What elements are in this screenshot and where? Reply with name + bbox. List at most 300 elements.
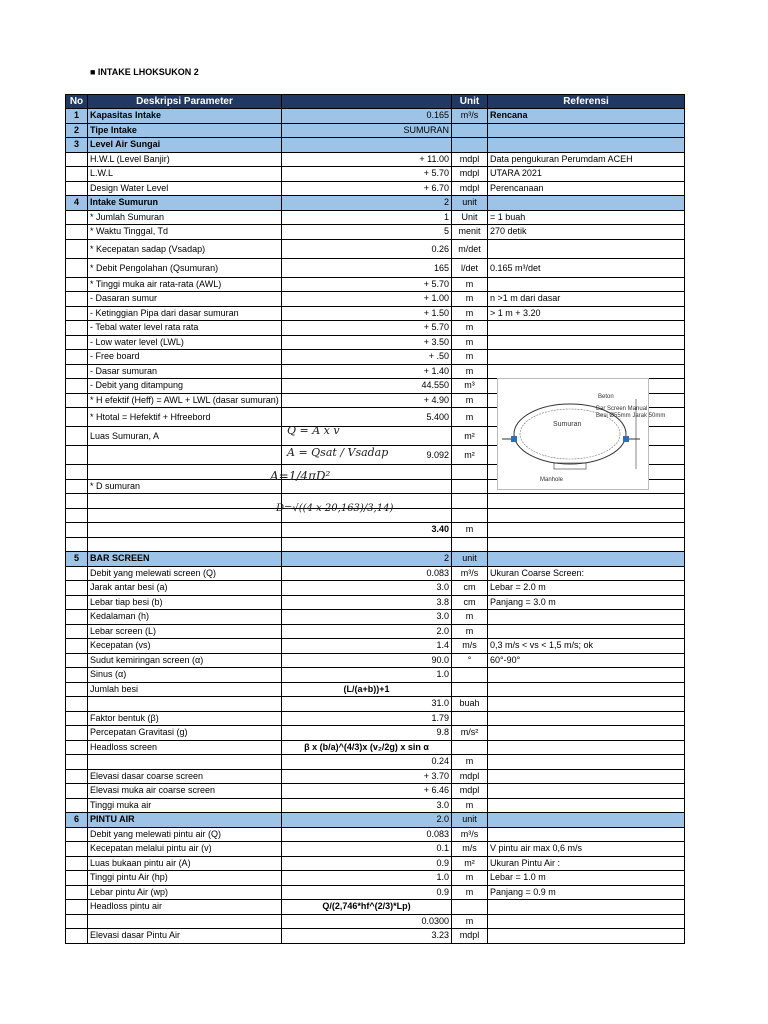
cell-no <box>66 886 88 900</box>
cell-val: 3.0 <box>282 581 452 595</box>
cell-no <box>66 639 88 653</box>
cell-unit: m <box>452 886 488 900</box>
cell-val: 165 <box>282 259 452 277</box>
cell-no <box>66 784 88 798</box>
table-row <box>65 755 685 770</box>
cell-no <box>66 278 88 292</box>
cell-unit: mdpl <box>452 784 488 798</box>
table-row <box>65 182 685 197</box>
fig-besi-label: Besi Ø55mm Jarak 50mm <box>596 413 666 419</box>
cell-desc: Kecepatan (vs) <box>88 639 282 653</box>
cell-val: 3.8 <box>282 596 452 610</box>
cell-unit: m <box>452 610 488 624</box>
cell-ref <box>488 509 684 523</box>
section-row <box>65 196 685 211</box>
cell-no <box>66 336 88 350</box>
cell-no <box>66 379 88 393</box>
table-row <box>65 240 685 259</box>
table-row <box>65 523 685 538</box>
cell-ref: 60°-90° <box>490 654 521 665</box>
table-row <box>65 668 685 683</box>
cell-val: 1.4 <box>282 639 452 653</box>
cell-unit: cm <box>452 596 488 610</box>
cell-desc <box>88 915 282 929</box>
cell-desc: Tinggi muka air <box>88 799 282 813</box>
cell-desc: Kedalaman (h) <box>88 610 282 624</box>
cell-unit: m³ <box>452 379 488 393</box>
table-row <box>65 828 685 843</box>
cell-desc: Elevasi dasar Pintu Air <box>88 929 282 943</box>
table-row <box>65 842 685 857</box>
cell-desc: Luas bukaan pintu air (A) <box>88 857 282 871</box>
cell-desc: Sudut kemiringan screen (α) <box>88 654 282 668</box>
cell-no: 4 <box>66 196 88 210</box>
cell-no <box>66 509 88 523</box>
table-row <box>65 292 685 307</box>
cell-val: 1 <box>282 211 452 225</box>
cell-no <box>66 871 88 885</box>
cell-unit: m <box>452 307 488 321</box>
cell-desc: Elevasi muka air coarse screen <box>88 784 282 798</box>
table-row <box>65 581 685 596</box>
table-row <box>65 211 685 226</box>
formula-q: Q = A x v <box>287 424 340 437</box>
cell-val: 0.9 <box>282 857 452 871</box>
cell-no <box>66 842 88 856</box>
table-row <box>65 683 685 698</box>
table-row <box>65 365 685 380</box>
cell-ref: Perencanaan <box>490 182 544 193</box>
cell-no <box>66 394 88 408</box>
cell-desc: Headloss screen <box>88 741 282 755</box>
cell-ref <box>488 523 684 537</box>
cell-no <box>66 683 88 697</box>
table-row <box>65 225 685 240</box>
cell-unit <box>452 900 488 914</box>
sumuran-drawing <box>498 379 648 489</box>
table-row <box>65 596 685 611</box>
cell-unit <box>452 668 488 682</box>
cell-desc: Jarak antar besi (a) <box>88 581 282 595</box>
cell-ref <box>488 712 684 726</box>
cell-desc: Faktor bentuk (β) <box>88 712 282 726</box>
cell-val: 1.0 <box>282 871 452 885</box>
cell-unit: m <box>452 871 488 885</box>
cell-desc: Tinggi pintu Air (hp) <box>88 871 282 885</box>
cell-desc: * Htotal = Hefektif + Hfreebord <box>88 408 282 426</box>
cell-ref <box>488 625 684 639</box>
cell-val: 1.79 <box>282 712 452 726</box>
fig-sumuran-label: Sumuran <box>553 421 582 428</box>
table-row <box>65 167 685 182</box>
table-row <box>65 639 685 654</box>
cell-val: + 3.70 <box>282 770 452 784</box>
cell-desc: - Dasaran sumur <box>88 292 282 306</box>
cell-no <box>66 828 88 842</box>
cell-ref: n >1 m dari dasar <box>490 293 561 303</box>
cell-no <box>66 350 88 364</box>
cell-unit: m <box>452 292 488 306</box>
table-row <box>65 259 685 278</box>
cell-no <box>66 596 88 610</box>
cell-ref <box>488 196 684 210</box>
cell-unit: unit <box>452 552 488 566</box>
cell-unit: m/s <box>452 842 488 856</box>
cell-desc: * Waktu Tinggal, Td <box>88 225 282 239</box>
table-row <box>65 321 685 336</box>
cell-unit: m <box>452 394 488 408</box>
table-row <box>65 929 685 944</box>
cell-ref: 0,3 m/s < vs < 1,5 m/s; ok <box>490 640 594 650</box>
cell-no <box>66 259 88 277</box>
cell-val: 0.26 <box>282 240 452 258</box>
table-row <box>65 741 685 756</box>
cell-desc <box>88 494 282 508</box>
parameter-table <box>65 94 685 944</box>
header-desc: Deskripsi Parameter <box>88 95 282 108</box>
cell-ref: 270 detik <box>490 226 527 236</box>
section-row <box>65 109 685 124</box>
cell-no <box>66 610 88 624</box>
cell-desc: Luas Sumuran, A <box>88 427 282 445</box>
cell-desc: - Debit yang ditampung <box>88 379 282 393</box>
cell-unit: m <box>452 799 488 813</box>
cell-ref <box>488 278 684 292</box>
cell-ref <box>488 668 684 682</box>
cell-ref: Panjang = 0.9 m <box>490 886 556 897</box>
cell-unit <box>452 480 488 494</box>
table-header <box>65 94 685 109</box>
cell-desc: - Dasar sumuran <box>88 365 282 379</box>
cell-val: 44.550 <box>282 379 452 393</box>
table-row <box>65 799 685 814</box>
cell-val: 0.1 <box>282 842 452 856</box>
cell-ref <box>488 321 684 335</box>
cell-desc: - Tebal water level rata rata <box>88 321 282 335</box>
cell-unit: m <box>452 915 488 929</box>
cell-no <box>66 625 88 639</box>
cell-unit: m <box>452 365 488 379</box>
cell-no <box>66 167 88 181</box>
cell-desc <box>88 446 282 464</box>
cell-desc: Elevasi dasar coarse screen <box>88 770 282 784</box>
cell-val: + 5.70 <box>282 321 452 335</box>
cell-desc <box>88 465 282 479</box>
cell-val: 0.165 <box>282 109 452 123</box>
cell-desc: - Ketinggian Pipa dari dasar sumuran <box>88 307 282 321</box>
cell-unit <box>452 465 488 479</box>
cell-ref <box>488 741 684 755</box>
cell-no <box>66 929 88 943</box>
sheet-title: ■ INTAKE LHOKSUKON 2 <box>90 67 199 77</box>
cell-unit: m <box>452 350 488 364</box>
cell-desc <box>88 538 282 552</box>
cell-unit: m <box>452 523 488 537</box>
cell-no <box>66 446 88 464</box>
cell-no <box>66 523 88 537</box>
cell-ref: Lebar = 1.0 m <box>490 872 546 882</box>
cell-val: 5 <box>282 225 452 239</box>
section-row <box>65 124 685 139</box>
cell-no <box>66 654 88 668</box>
cell-unit: m³/s <box>452 828 488 842</box>
cell-no <box>66 480 88 494</box>
fig-barscreen-label: Bar Screen Manual <box>596 406 648 412</box>
cell-desc <box>88 509 282 523</box>
cell-val: SUMURAN <box>282 124 452 138</box>
cell-val: 5.400 <box>282 408 452 426</box>
fig-manhole-label: Manhole <box>540 477 564 483</box>
cell-ref <box>488 726 684 740</box>
cell-desc: - Low water level (LWL) <box>88 336 282 350</box>
cell-ref: UTARA 2021 <box>490 168 542 178</box>
cell-val: 0.24 <box>282 755 452 769</box>
cell-no <box>66 494 88 508</box>
cell-val: 31.0 <box>282 697 452 711</box>
cell-ref: Data pengukuran Perumdam ACEH <box>490 153 633 164</box>
cell-desc: * Tinggi muka air rata-rata (AWL) <box>88 278 282 292</box>
cell-ref: Lebar = 2.0 m <box>490 582 546 592</box>
cell-no <box>66 697 88 711</box>
cell-ref <box>488 697 684 711</box>
cell-desc: * D sumuran <box>88 480 282 494</box>
cell-ref <box>488 336 684 350</box>
cell-ref <box>488 138 684 152</box>
cell-no <box>66 741 88 755</box>
table-row <box>65 654 685 669</box>
cell-val: 3.0 <box>282 610 452 624</box>
cell-unit <box>452 124 488 138</box>
cell-unit: m <box>452 321 488 335</box>
formula-a: A = Qsat / Vsadap <box>287 446 389 459</box>
table-row <box>65 153 685 168</box>
cell-val: + 1.50 <box>282 307 452 321</box>
cell-val: 3.40 <box>282 523 452 537</box>
table-row <box>65 770 685 785</box>
cell-val: 3.23 <box>282 929 452 943</box>
cell-desc: Tipe Intake <box>88 124 282 138</box>
cell-ref <box>488 828 684 842</box>
cell-val: + 6.46 <box>282 784 452 798</box>
cell-unit <box>452 683 488 697</box>
cell-unit: m <box>452 278 488 292</box>
cell-val: 9.092 <box>282 446 452 464</box>
header-val <box>282 95 452 108</box>
cell-ref <box>488 755 684 769</box>
cell-unit: m² <box>452 427 488 445</box>
cell-no <box>66 857 88 871</box>
cell-no <box>66 465 88 479</box>
cell-ref <box>488 350 684 364</box>
cell-no: 3 <box>66 138 88 152</box>
cell-no: 2 <box>66 124 88 138</box>
cell-unit: m <box>452 755 488 769</box>
cell-no <box>66 915 88 929</box>
cell-unit <box>452 138 488 152</box>
cell-unit <box>452 538 488 552</box>
cell-val: + 5.70 <box>282 167 452 181</box>
cell-desc: Intake Sumurun <box>88 196 282 210</box>
cell-unit: l/det <box>452 259 488 277</box>
cell-no <box>66 567 88 581</box>
table-row <box>65 625 685 640</box>
cell-no <box>66 755 88 769</box>
cell-ref <box>488 610 684 624</box>
cell-desc: Debit yang melewati pintu air (Q) <box>88 828 282 842</box>
cell-no <box>66 712 88 726</box>
cell-val: 2 <box>282 552 452 566</box>
cell-no <box>66 770 88 784</box>
cell-desc: Lebar screen (L) <box>88 625 282 639</box>
cell-unit: m <box>452 408 488 426</box>
section-row <box>65 552 685 567</box>
cell-no <box>66 307 88 321</box>
cell-unit: m³/s <box>452 109 488 123</box>
cell-ref <box>488 784 684 798</box>
cell-desc: BAR SCREEN <box>88 552 282 566</box>
table-row <box>65 697 685 712</box>
cell-ref <box>488 552 684 566</box>
cell-ref: 0.165 m³/det <box>490 262 541 273</box>
cell-unit: m <box>452 336 488 350</box>
cell-unit: m/s² <box>452 726 488 740</box>
cell-unit: cm <box>452 581 488 595</box>
cell-val: 90.0 <box>282 654 452 668</box>
table-row <box>65 567 685 582</box>
cell-unit: m/det <box>452 240 488 258</box>
table-row <box>65 278 685 293</box>
cell-unit <box>452 494 488 508</box>
cell-ref <box>488 494 684 508</box>
cell-desc: - Free board <box>88 350 282 364</box>
cell-desc <box>88 523 282 537</box>
cell-no <box>66 365 88 379</box>
cell-unit: mdpl <box>452 929 488 943</box>
section-row <box>65 813 685 828</box>
cell-unit: mdpl <box>452 153 488 167</box>
cell-no <box>66 668 88 682</box>
cell-desc: L.W.L <box>88 167 282 181</box>
cell-val: + 3.50 <box>282 336 452 350</box>
cell-ref <box>488 240 684 258</box>
cell-desc: Kecepatan melalui pintu air (v) <box>88 842 282 856</box>
header-no: No <box>66 95 88 108</box>
formula-area: A=1/4πD² <box>270 469 331 483</box>
cell-desc: Lebar tiap besi (b) <box>88 596 282 610</box>
cell-val: 2.0 <box>282 625 452 639</box>
cell-ref <box>488 900 684 914</box>
cell-ref: Ukuran Coarse Screen: <box>490 567 585 578</box>
cell-desc: Debit yang melewati screen (Q) <box>88 567 282 581</box>
cell-no <box>66 211 88 225</box>
table-row <box>65 712 685 727</box>
cell-desc: H.W.L (Level Banjir) <box>88 153 282 167</box>
cell-unit: unit <box>452 196 488 210</box>
header-ref: Referensi <box>563 96 609 107</box>
cell-ref <box>488 124 684 138</box>
cell-desc: Kapasitas Intake <box>88 109 282 123</box>
cell-no <box>66 182 88 196</box>
cell-unit: buah <box>452 697 488 711</box>
cell-val: + 1.00 <box>282 292 452 306</box>
cell-no <box>66 240 88 258</box>
cell-ref: Panjang = 3.0 m <box>490 596 556 607</box>
cell-desc: * H efektif (Heff) = AWL + LWL (dasar sumuran) <box>88 394 282 408</box>
cell-ref <box>488 915 684 929</box>
cell-no <box>66 321 88 335</box>
header-unit: Unit <box>452 95 488 108</box>
cell-val: 0.0300 <box>282 915 452 929</box>
cell-desc: * Kecepatan sadap (Vsadap) <box>88 240 282 258</box>
cell-val: 9.8 <box>282 726 452 740</box>
cell-unit: m³/s <box>452 567 488 581</box>
cell-val: 1.0 <box>282 668 452 682</box>
cell-ref <box>488 538 684 552</box>
cell-val: + .50 <box>282 350 452 364</box>
cell-unit: mdpl <box>452 182 488 196</box>
table-row <box>65 336 685 351</box>
cell-ref <box>488 813 684 827</box>
table-row <box>65 538 685 553</box>
cell-ref <box>488 799 684 813</box>
cell-unit: menit <box>452 225 488 239</box>
cell-desc: * Jumlah Sumuran <box>88 211 282 225</box>
cell-no <box>66 538 88 552</box>
table-row <box>65 726 685 741</box>
table-row <box>65 350 685 365</box>
cell-unit: m <box>452 625 488 639</box>
cell-val: + 1.40 <box>282 365 452 379</box>
cell-val <box>282 538 452 552</box>
section-row <box>65 138 685 153</box>
cell-desc <box>88 697 282 711</box>
cell-val: β x (b/a)^(4/3)x (v₂/2g) x sin α <box>282 741 452 755</box>
cell-val: 0.9 <box>282 886 452 900</box>
cell-desc: PINTU AIR <box>88 813 282 827</box>
cell-val: (L/(a+b))+1 <box>282 683 452 697</box>
cell-no <box>66 799 88 813</box>
cell-ref <box>488 770 684 784</box>
cell-unit: Unit <box>452 211 488 225</box>
cell-unit: mdpl <box>452 770 488 784</box>
table-row <box>65 610 685 625</box>
cell-ref: Rencana <box>490 110 528 120</box>
cell-unit: m² <box>452 857 488 871</box>
cell-val <box>282 138 452 152</box>
cell-no: 5 <box>66 552 88 566</box>
table-row <box>65 915 685 930</box>
cell-val: 0.083 <box>282 567 452 581</box>
cell-ref <box>488 929 684 943</box>
cell-desc: Sinus (α) <box>88 668 282 682</box>
table-row <box>65 886 685 901</box>
cell-unit <box>452 509 488 523</box>
cell-val: + 6.70 <box>282 182 452 196</box>
cell-desc: Lebar pintu Air (wp) <box>88 886 282 900</box>
cell-no <box>66 408 88 426</box>
cell-val: + 5.70 <box>282 278 452 292</box>
cell-val: 2 <box>282 196 452 210</box>
cell-unit: ° <box>452 654 488 668</box>
cell-unit: m² <box>452 446 488 464</box>
cell-no <box>66 726 88 740</box>
cell-unit <box>452 712 488 726</box>
cell-val: 3.0 <box>282 799 452 813</box>
cell-desc <box>88 755 282 769</box>
cell-no <box>66 581 88 595</box>
table-row <box>65 784 685 799</box>
cell-ref: Ukuran Pintu Air : <box>490 857 561 868</box>
